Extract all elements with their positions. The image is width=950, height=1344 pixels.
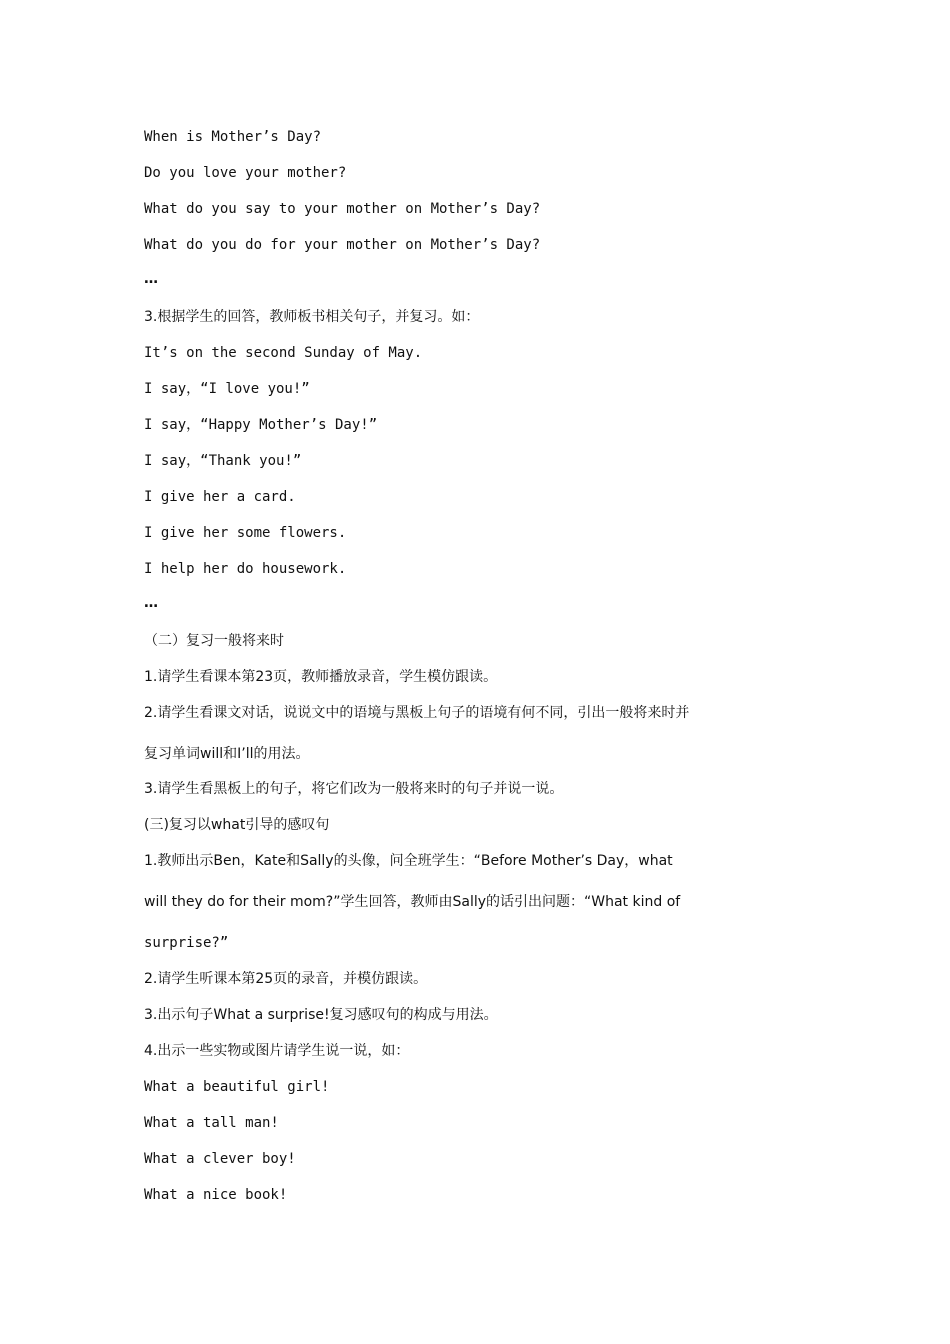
exclamation-example: What a beautiful girl! xyxy=(144,1079,330,1095)
example-sentence: I say，“Thank you!” xyxy=(144,453,302,469)
step-line: 3.出示句子What a surprise!复习感叹句的构成与用法。 xyxy=(144,1007,498,1023)
step-3-instruction: 3.根据学生的回答，教师板书相关句子，并复习。如： xyxy=(144,309,480,325)
ellipsis: … xyxy=(144,271,158,287)
step-line: 2.请学生听课本第25页的录音，并模仿跟读。 xyxy=(144,971,428,987)
step-line: 2.请学生看课文对话，说说文中的语境与黑板上句子的语境有何不同，引出一般将来时并 xyxy=(144,705,690,721)
exclamation-example: What a nice book! xyxy=(144,1187,288,1203)
example-sentence: I give her some flowers. xyxy=(144,525,347,541)
section-heading-2: （二）复习一般将来时 xyxy=(144,633,284,649)
step-line: 3.请学生看黑板上的句子，将它们改为一般将来时的句子并说一说。 xyxy=(144,781,564,797)
example-sentence: It’s on the second Sunday of May. xyxy=(144,345,423,361)
question-line: What do you say to your mother on Mother’s Day? xyxy=(144,201,541,217)
step-line-continued: surprise?” xyxy=(144,935,229,951)
exclamation-example: What a clever boy! xyxy=(144,1151,296,1167)
step-line-continued: will they do for their mom?”学生回答，教师由Sally的话引出问题：“What kind of xyxy=(144,894,681,910)
example-sentence: I help her do housework. xyxy=(144,561,347,577)
exclamation-example: What a tall man! xyxy=(144,1115,279,1131)
section-heading-3: (三)复习以what引导的感叹句 xyxy=(144,817,330,833)
example-sentence: I say，“I love you!” xyxy=(144,381,310,397)
step-line: 1.教师出示Ben，Kate和Sally的头像，问全班学生：“Before Mother’s Day，what xyxy=(144,853,673,869)
ellipsis: … xyxy=(144,595,158,611)
question-line: When is Mother’s Day? xyxy=(144,129,322,145)
example-sentence: I give her a card. xyxy=(144,489,296,505)
step-line: 1.请学生看课本第23页，教师播放录音，学生模仿跟读。 xyxy=(144,669,498,685)
question-line: What do you do for your mother on Mother’s Day? xyxy=(144,237,541,253)
step-line-continued: 复习单词will和I’ll的用法。 xyxy=(144,746,310,762)
example-sentence: I say，“Happy Mother’s Day!” xyxy=(144,417,378,433)
step-line: 4.出示一些实物或图片请学生说一说，如： xyxy=(144,1043,410,1059)
question-line: Do you love your mother? xyxy=(144,165,347,181)
